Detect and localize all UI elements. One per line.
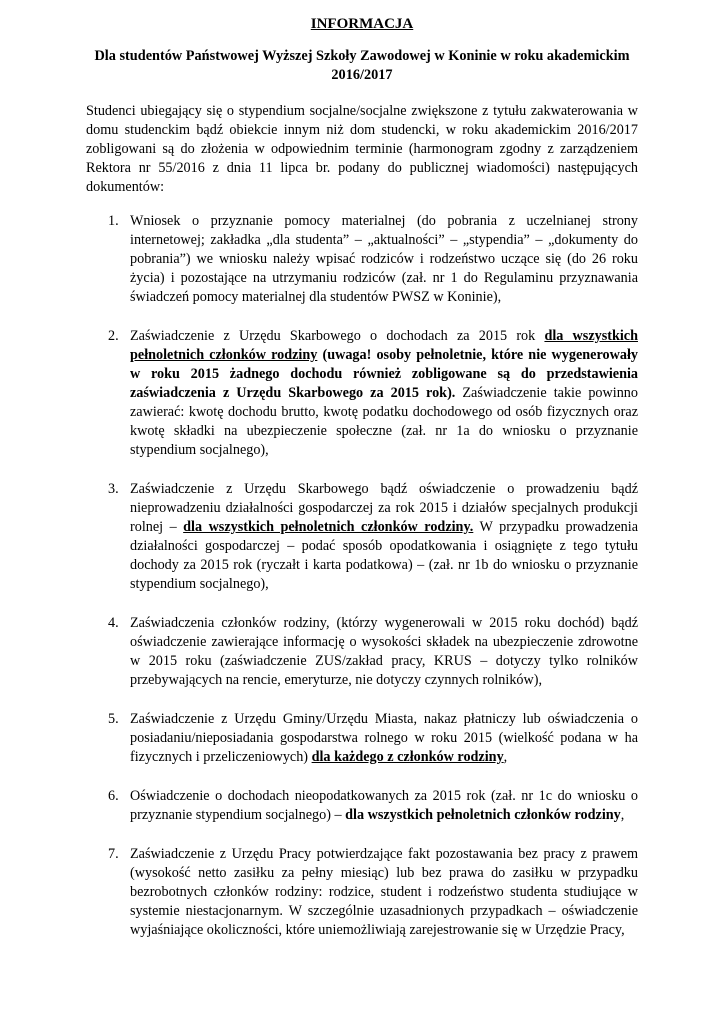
list-item-text: Zaświadczenia członków rodziny, (którzy wygenerowali w 2015 roku dochód) bądź oświadczenie zawierające informację o wysokości składek na ubezpieczenie zdrowotne w 2015 roku (zaświadczenie ZUS/zakład pracy, KRUS – dotyczy tylko rolników przebywających na rencie, emeryturze, nie dotyczy czynnych rolników), [130, 615, 638, 688]
list-item [86, 327, 638, 460]
list-item-text: W przypadku prowadzenia działalności gospodarczej – podać sposób opodatkowania i osiągnięte z tego tytułu dochody za 2015 rok (ryczałt i karta podatkowa) – (zał. nr 1b do wniosku o przyznanie stypendium socjalnego), [130, 519, 638, 592]
list-item-text: Zaświadczenie z Urzędu Gminy/Urzędu Miasta, nakaz płatniczy lub oświadczenia o posiadaniu/nieposiadania gospodarstwa rolnego w roku 2015 (wielkość podana w ha fizycznych i przeliczeniowych) [130, 711, 638, 765]
list-item-text: Oświadczenie o dochodach nieopodatkowanych za 2015 rok (zał. nr 1c do wniosku o przyznanie stypendium socjalnego) – [130, 788, 638, 823]
emphasis-underlined: dla wszystkich pełnoletnich członków rodziny. [183, 519, 474, 535]
list-item-number: 7. [108, 846, 119, 862]
list-item [86, 787, 638, 825]
documents-list [86, 212, 638, 940]
list-item-number: 2. [108, 328, 119, 344]
list-item-number: 1. [108, 213, 119, 229]
emphasis-bold: (uwaga! osoby pełnoletnie, które nie wygenerowały w roku 2015 żadnego dochodu również zobligowane są do przedstawienia zaświadczenia z Urzędu Skarbowego za 2015 rok). [130, 347, 638, 401]
list-item-number: 3. [108, 481, 119, 497]
emphasis-bold: dla wszystkich pełnoletnich członków rodziny [345, 807, 621, 823]
intro-paragraph: Studenci ubiegający się o stypendium socjalne/socjalne zwiększone z tytułu zakwaterowania w domu studenckim bądź obiekcie innym niż dom studencki, w roku akademickim 2016/2017 zobligowani są do złożenia w odpowiednim terminie (harmonogram zgodny z zarządzeniem Rektora nr 55/2016 z dnia 11 lipca br. podany do publicznej wiadomości) następujących dokumentów: [86, 103, 638, 195]
list-item-text: Zaświadczenie z Urzędu Skarbowego bądź oświadczenie o prowadzeniu bądź nieprowadzeniu działalności gospodarczej za rok 2015 i działów specjalnych produkcji rolnej – [130, 481, 638, 535]
list-item-text: Zaświadczenie z Urzędu Skarbowego o dochodach za 2015 rok [130, 328, 545, 344]
list-item-number: 5. [108, 711, 119, 727]
list-item [86, 710, 638, 767]
list-item-text: Zaświadczenie takie powinno zawierać: kwotę dochodu brutto, kwotę podatku dochodowego od osób fizycznych oraz kwotę składki na ubezpieczenie społeczne (zał. nr 1a do wniosku o przyznanie stypendium socjalnego), [130, 385, 638, 458]
document-page [86, 14, 638, 960]
list-item-text: Zaświadczenie z Urzędu Pracy potwierdzające fakt pozostawania bez pracy z prawem (wysokość netto zasiłku za pełny miesiąc) lub bez prawa do zasiłku w przypadku bezrobotnych członków rodziny: rodzice, student i rodzeństwo studenta studiujące w systemie niestacjonarnym. W szczególnie uzasadnionych przypadkach – oświadczenie wyjaśniające okoliczności, które uniemożliwiają zarejestrowanie się w Urzędzie Pracy, [130, 846, 638, 938]
list-item [86, 212, 638, 307]
document-subtitle: Dla studentów Państwowej Wyższej Szkoły Zawodowej w Koninie w roku akademickim 2016/2017 [94, 48, 630, 83]
list-item-text: , [503, 749, 508, 765]
list-item [86, 845, 638, 940]
document-title: INFORMACJA [310, 16, 414, 32]
list-item [86, 480, 638, 594]
list-item-text: , [620, 807, 625, 823]
list-item-text: Wniosek o przyznanie pomocy materialnej (do pobrania z uczelnianej strony internetowej; zakładka „dla studenta” – „aktualności” – „stypendia” – „dokumenty do pobrania”) we wniosku należy wpisać rodziców i rodzeństwo uczące się (do 26 roku życia) i pozostające na utrzymaniu rodziców (zał. nr 1 do Regulaminu przyznawania świadczeń pomocy materialnej dla studentów PWSZ w Koninie), [130, 213, 638, 305]
list-item-number: 4. [108, 615, 119, 631]
list-item-number: 6. [108, 788, 119, 804]
emphasis-underlined: dla każdego z członków rodziny [311, 749, 504, 765]
list-item [86, 614, 638, 690]
emphasis-underlined: dla wszystkich pełnoletnich członków rodziny [130, 328, 638, 363]
